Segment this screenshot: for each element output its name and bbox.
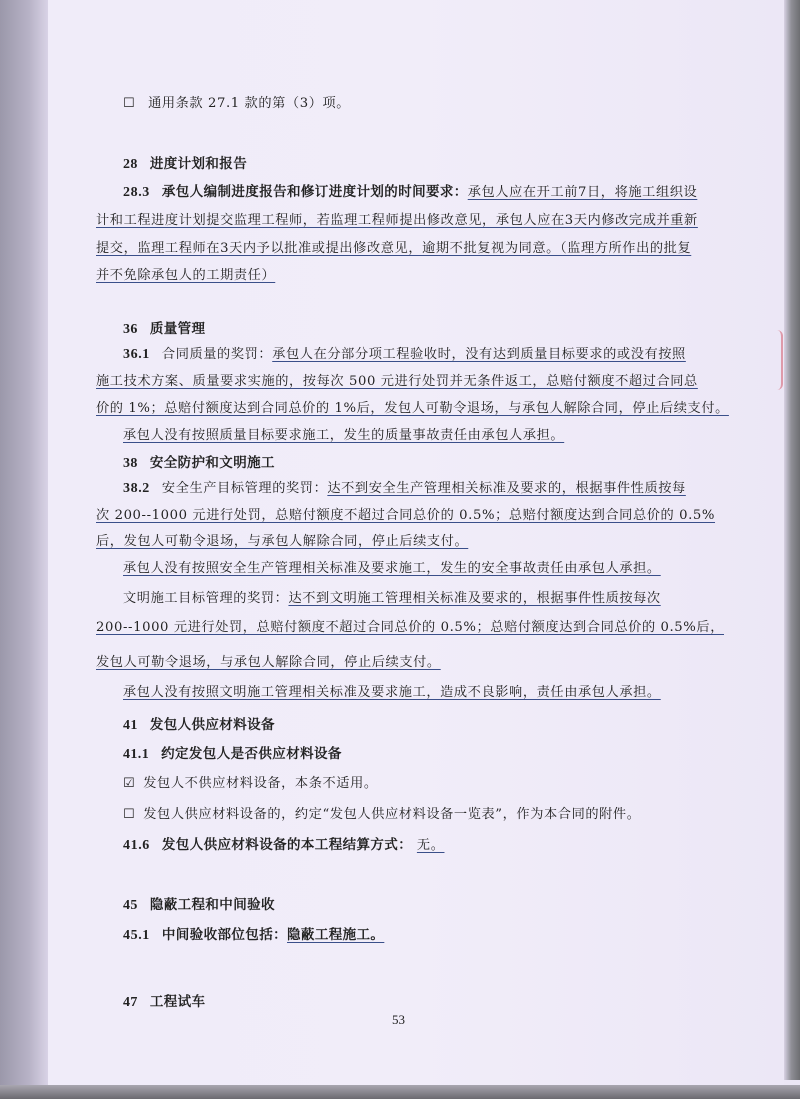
scan-left-edge [0, 0, 48, 1099]
clause-text: 次 200--1000 元进行处罚，总赔付额度不超过合同总价的 0.5%；总赔付额度达到合同总价的 0.5% [96, 508, 716, 523]
clause-label: 中间验收部位包括： [161, 927, 288, 943]
document-page [48, 0, 784, 1085]
section-heading-36 [123, 317, 205, 338]
clause-value: 无。 [416, 838, 445, 853]
clause-number: 28.3 [123, 185, 150, 200]
option-line [123, 803, 641, 822]
clause-value: 承包人应在开工前7日，将施工组织设 [467, 185, 698, 200]
clause-text: 价的 1%；总赔付额度达到合同总价的 1%后，发包人可勒令退场，与承包人解除合同，停止后续支付。 [96, 401, 729, 416]
clause-label: 发包人供应材料设备的本工程结算方式： [161, 837, 413, 853]
clause-text: 并不免除承包人的工期责任） [96, 268, 276, 283]
clause-number: 45.1 [123, 928, 150, 943]
clause-text: 计和工程进度计划提交监理工程师，若监理工程师提出修改意见，承包人应在3天内修改完成并重新 [96, 213, 698, 228]
section-heading-47 [123, 990, 205, 1011]
clause-label: 文明施工目标管理的奖罚： [123, 591, 289, 606]
clause-value: 达不到安全生产管理相关标准及要求的，根据事件性质按每 [327, 481, 686, 496]
option-text: 发包人不供应材料设备，本条不适用。 [143, 776, 378, 791]
section-number: 41 [123, 718, 138, 733]
clause-value: 达不到文明施工管理相关标准及要求的，根据事件性质按每次 [288, 591, 661, 606]
section-number: 36 [123, 322, 138, 337]
clause-text: 后，发包人可勒令退场，与承包人解除合同，停止后续支付。 [96, 534, 469, 549]
option-line [123, 772, 378, 791]
clause-label: 合同质量的奖罚： [161, 347, 273, 362]
option-text: 通用条款 27.1 款的第（3）项。 [148, 96, 351, 111]
clause-number: 38.2 [123, 481, 150, 496]
section-number: 47 [123, 995, 138, 1010]
clause-38-2 [123, 477, 686, 497]
clause-label: 安全生产目标管理的奖罚： [161, 481, 328, 496]
clause-number: 41.1 [123, 747, 150, 762]
clause-text: 提交，监理工程师在3天内予以批准或提出修改意见，逾期不批复视为同意。（监理方所作出的批复 [96, 241, 692, 256]
clause-28-3 [123, 180, 697, 201]
option-line [123, 92, 350, 111]
section-title: 安全防护和文明施工 [149, 455, 275, 471]
section-title: 发包人供应材料设备 [149, 717, 275, 733]
clause-number: 41.6 [123, 838, 150, 853]
clause-text: 承包人没有按照文明施工管理相关标准及要求施工，造成不良影响，责任由承包人承担。 [123, 685, 661, 700]
section-title: 质量管理 [149, 321, 206, 337]
clause-value: 承包人在分部分项工程验收时，没有达到质量目标要求的或没有按照 [272, 347, 686, 362]
section-number: 28 [123, 157, 138, 172]
section-heading-45 [123, 893, 275, 914]
clause-value: 隐蔽工程施工。 [287, 927, 385, 943]
section-heading-38 [123, 451, 275, 472]
clause-text: 承包人没有按照质量目标要求施工，发生的质量事故责任由承包人承担。 [123, 428, 565, 443]
option-text: 发包人供应材料设备的，约定“发包人供应材料设备一览表”，作为本合同的附件。 [143, 807, 641, 822]
clause-45-1 [123, 923, 384, 944]
clause-text: 施工技术方案、质量要求实施的，按每次 500 元进行处罚并无条件返工，总赔付额度不超过合同总 [96, 374, 698, 389]
clause-label: 承包人编制进度报告和修订进度计划的时间要求： [161, 184, 468, 200]
checkbox-checked-icon: ☑ [123, 776, 136, 791]
clause-text: 200--1000 元进行处罚，总赔付额度不超过合同总价的 0.5%；总赔付额度达到合同总价的 0.5%后， [96, 620, 724, 635]
section-title: 隐蔽工程和中间验收 [149, 897, 275, 913]
civilized-construction-clause [123, 587, 661, 606]
clause-41-6 [123, 833, 459, 854]
section-heading-28 [123, 152, 247, 173]
section-number: 38 [123, 456, 138, 471]
checkbox-unchecked-icon: ☐ [123, 807, 136, 822]
section-title: 进度计划和报告 [149, 156, 248, 172]
clause-number: 36.1 [123, 347, 150, 362]
clause-text: 承包人没有按照安全生产管理相关标准及要求施工，发生的安全事故责任由承包人承担。 [123, 561, 661, 576]
section-number: 45 [123, 898, 138, 913]
clause-36-1 [123, 343, 686, 363]
red-stamp-mark [777, 330, 783, 390]
scan-bottom-edge [0, 1085, 800, 1099]
section-heading-41 [123, 713, 275, 734]
scan-right-edge [784, 0, 800, 1080]
clause-title: 约定发包人是否供应材料设备 [161, 746, 342, 762]
checkbox-unchecked-icon: ☐ [123, 96, 136, 111]
clause-41-1 [123, 742, 342, 763]
clause-text: 发包人可勒令退场，与承包人解除合同，停止后续支付。 [96, 655, 441, 670]
section-title: 工程试车 [149, 994, 206, 1010]
page-number: 53 [392, 1012, 405, 1027]
